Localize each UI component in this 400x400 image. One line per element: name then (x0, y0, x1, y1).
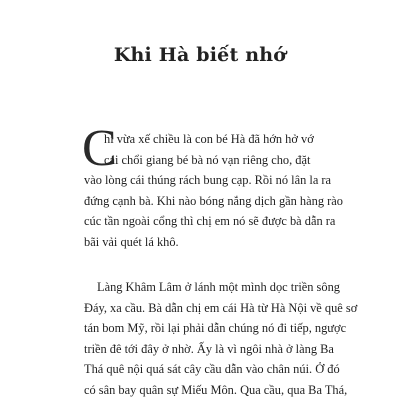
paragraph-2-line-2: Đáy, xa cầu. Bà dẫn chị em cái Hà từ Hà Nội về quê sơ (84, 300, 358, 315)
paragraph-1-line-2: cái chổi giang bé bà nó vạn riêng cho, đặt (104, 152, 311, 167)
paragraph-1-line-5: cúc tần ngoài cổng thì chị em nó sẽ được bà dẫn ra (84, 214, 336, 228)
paragraph-1-line-1-text: hỉ vừa xế chiều là con bé Hà đã hớn hở vớ (104, 132, 314, 146)
paragraph-1 (82, 120, 352, 252)
paragraph-2 (84, 277, 358, 400)
paragraph-1-line-4: đứng cạnh bà. Khi nào bóng nắng dịch gần hàng rào (84, 193, 343, 208)
paragraph-1-line-6: bãi vải quét lá khô. (84, 234, 179, 249)
paragraph-2-line-3: tán bom Mỹ, rồi lại phải dẫn chúng nó đi tiếp, ngược (84, 321, 347, 335)
paragraph-2-line-5: Thá quê nội quá sát cây cầu dẫn vào chân núi. Ở đó (84, 362, 340, 376)
chapter-title: Khi Hà biết nhớ (113, 44, 287, 66)
drop-cap: C (82, 120, 117, 177)
paragraph-2-line-4: triền đê tới đây ở nhờ. Ấy là vì ngôi nhà ở làng Ba (84, 341, 334, 356)
paragraph-1-line-3: vào lòng cái thúng rách bung cạp. Rồi nó lân la ra (84, 173, 332, 187)
paragraph-2-line-6: có sân bay quân sự Miếu Môn. Qua cầu, qua Ba Thá, (84, 382, 348, 397)
paragraph-2-line-1: Làng Khâm Lâm ở lánh một mình dọc triền sông (97, 280, 340, 294)
